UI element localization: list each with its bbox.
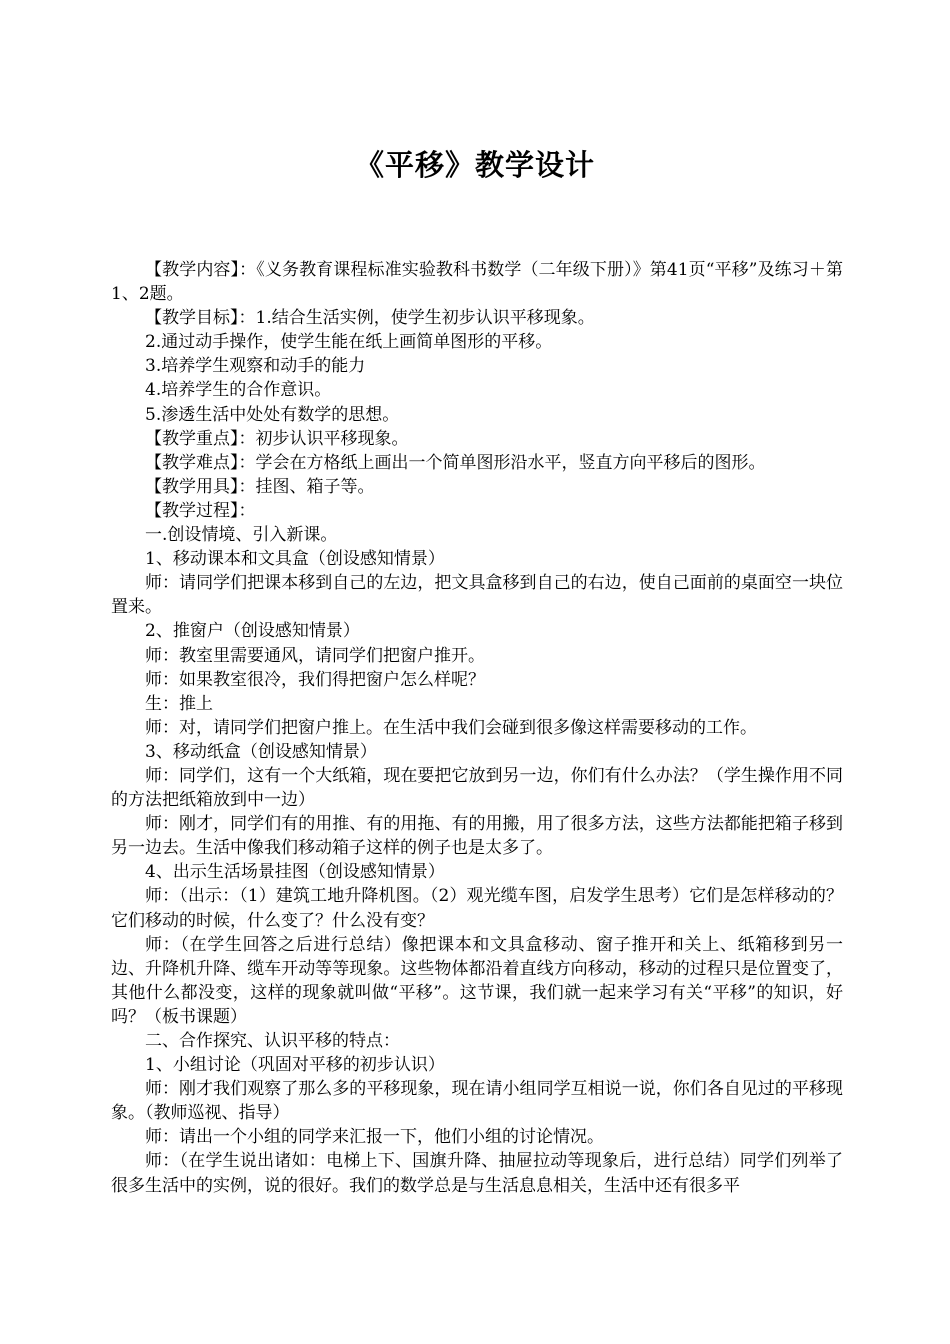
paragraph-teacher-1: 师：请同学们把课本移到自己的左边，把文具盒移到自己的右边，使自己面前的桌面空一块位置来。 <box>111 573 843 618</box>
paragraph-student-1: 生：推上 <box>145 693 213 714</box>
paragraph-section-one: 一.创设情境、引入新课。 <box>145 525 338 546</box>
paragraph-goal-5: 5.渗透生活中处处有数学的思想。 <box>145 404 400 425</box>
paragraph-teacher-4: 师：对，请同学们把窗户推上。在生活中我们会碰到很多像这样需要移动的工作。 <box>145 717 757 738</box>
paragraph-goal-3: 3.培养学生观察和动手的能力 <box>145 356 366 377</box>
paragraph-key-point: 【教学重点】：初步认识平移现象。 <box>145 428 409 449</box>
paragraph-teacher-8: 师：（在学生回答之后进行总结）像把课本和文具盒移动、窗子推开和关上、纸箱移到另一边、升降机升降、缆车开动等等现象。这些物体都沿着直线方向移动，移动的过程只是位置变了，其他什么都没变，这样的现象就叫做“平移”。这节课，我们就一起来学习有关“平移”的知识，好吗？（板书课题） <box>111 934 843 1027</box>
paragraph-teacher-7: 师：（出示：（1）建筑工地升降机图。（2）观光缆车图，启发学生思考）它们是怎样移动的？它们移动的时候，什么变了？什么没有变？ <box>111 886 843 931</box>
paragraph-step-5: 1、小组讨论（巩固对平移的初步认识） <box>145 1055 445 1076</box>
document-body <box>111 258 843 1198</box>
paragraph-teacher-5: 师：同学们，这有一个大纸箱，现在要把它放到另一边，你们有什么办法？（学生操作用不同的方法把纸箱放到中一边） <box>111 765 843 811</box>
paragraph-step-3: 3、移动纸盒（创设感知情景） <box>145 741 377 762</box>
paragraph-teacher-10: 师：请出一个小组的同学来汇报一下，他们小组的讨论情况。 <box>145 1127 604 1148</box>
document-title: 《平移》教学设计 <box>354 148 595 182</box>
paragraph-teacher-3: 师：如果教室很冷，我们得把窗户怎么样呢？ <box>145 669 485 690</box>
paragraph-step-2: 2、推窗户（创设感知情景） <box>145 621 360 642</box>
paragraph-teacher-11: 师：（在学生说出诸如：电梯上下、国旗升降、抽屉拉动等现象后，进行总结）同学们列举了很多生活中的实例，说的很好。我们的数学总是与生活息息相关，生活中还有很多平 <box>111 1151 843 1196</box>
paragraph-goal-2: 2.通过动手操作，使学生能在纸上画简单图形的平移。 <box>145 332 553 353</box>
paragraph-teacher-6: 师：刚才，同学们有的用推、有的用拖、有的用搬，用了很多方法，这些方法都能把箱子移到另一边去。生活中像我们移动箱子这样的例子也是太多了。 <box>111 814 843 859</box>
paragraph-tools: 【教学用具】：挂图、箱子等。 <box>145 476 375 497</box>
paragraph-process-heading: 【教学过程】： <box>145 500 256 521</box>
paragraph-teaching-content: 【教学内容】：《义务教育课程标准实验教科书数学（二年级下册）》第41页“平移”及练习＋第1、2题。 <box>111 260 843 305</box>
paragraph-teacher-9: 师：刚才我们观察了那么多的平移现象，现在请小组同学互相说一说，你们各自见过的平移现象。（教师巡视、指导） <box>111 1079 843 1124</box>
paragraph-difficulty: 【教学难点】：学会在方格纸上画出一个简单图形沿水平，竖直方向平移后的图形。 <box>145 452 766 473</box>
paragraph-section-two: 二、合作探究、认识平移的特点： <box>145 1031 400 1051</box>
paragraph-goal-4: 4.培养学生的合作意识。 <box>145 380 332 401</box>
paragraph-step-4: 4、出示生活场景挂图（创设感知情景） <box>145 862 445 883</box>
paragraph-step-1: 1、移动课本和文具盒（创设感知情景） <box>145 549 445 570</box>
paragraph-teacher-2: 师：教室里需要通风，请同学们把窗户推开。 <box>145 645 485 666</box>
paragraph-teaching-goal: 【教学目标】：1.结合生活实例，使学生初步认识平移现象。 <box>145 308 595 329</box>
